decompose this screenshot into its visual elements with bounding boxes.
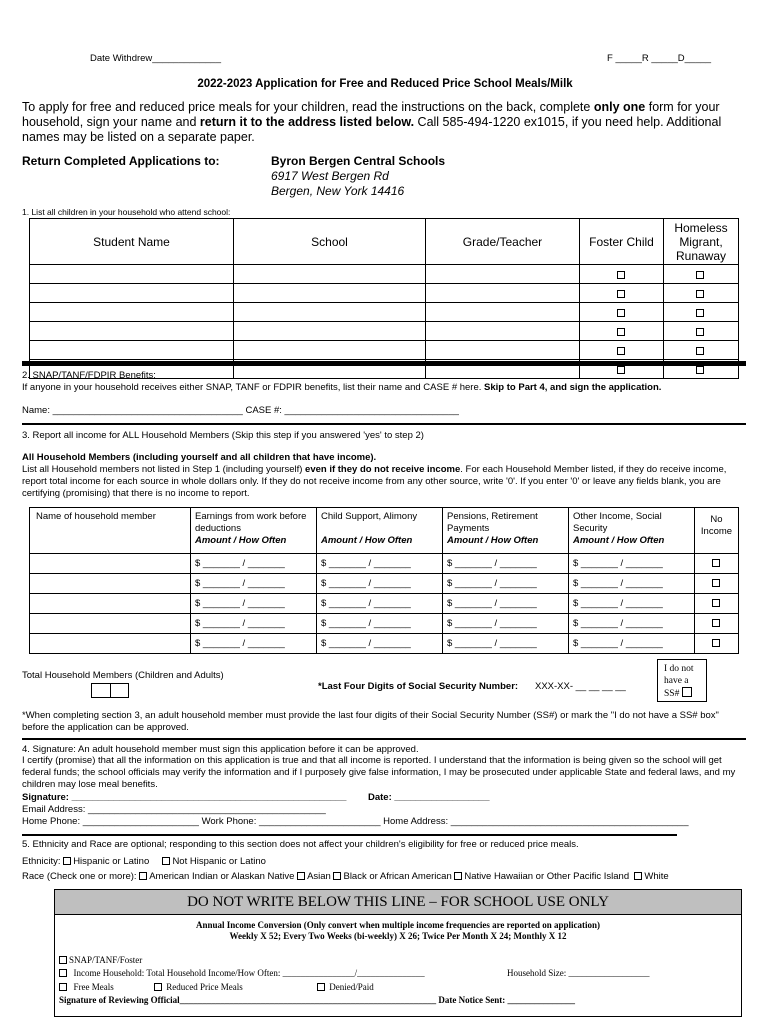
section-divider	[22, 423, 746, 425]
step3-subtitle: All Household Members (including yourself and all children that have income).	[22, 452, 377, 463]
email-field[interactable]: Email Address: _____________________________________________	[22, 804, 326, 815]
no-income-checkbox[interactable]	[712, 639, 720, 647]
homeless-checkbox[interactable]	[696, 347, 704, 355]
office-use-box	[54, 889, 742, 1017]
income-conversion-line1: Annual Income Conversion (Only convert when multiple income frequencies are reported on application)	[196, 920, 600, 930]
col-other-income: Other Income, Social Security Amount / How Often	[569, 508, 695, 554]
child-support-cell[interactable]: $ _______ / _______	[317, 554, 443, 574]
income-household-checkbox[interactable]	[59, 969, 67, 977]
income-conversion-line2: Weekly X 52; Every Two Weeks (bi-weekly) X 26; Twice Per Month X 24; Monthly X 12	[229, 931, 567, 941]
total-household-input[interactable]	[91, 683, 129, 698]
col-pensions: Pensions, Retirement Payments Amount / How Often	[443, 508, 569, 554]
office-banner: DO NOT WRITE BELOW THIS LINE – FOR SCHOOL USE ONLY	[55, 890, 741, 915]
col-homeless: Homeless Migrant, Runaway	[664, 219, 739, 265]
homeless-checkbox[interactable]	[696, 328, 704, 336]
table-row	[30, 284, 739, 303]
ssn-note: *When completing section 3, an adult household member must provide the last four digits of their Social Security Number (SS#) or mark the "I do not have a SS# box" before the application can be approved.	[22, 710, 719, 733]
student-name-cell[interactable]	[30, 284, 234, 303]
foster-checkbox[interactable]	[617, 290, 625, 298]
student-name-cell[interactable]	[30, 303, 234, 322]
grade-cell[interactable]	[426, 303, 580, 322]
homeless-checkbox[interactable]	[696, 309, 704, 317]
col-grade-teacher: Grade/Teacher	[426, 219, 580, 265]
child-support-cell[interactable]: $ _______ / _______	[317, 594, 443, 614]
not-hispanic-checkbox[interactable]	[162, 857, 170, 865]
student-name-cell[interactable]	[30, 322, 234, 341]
ssn-input[interactable]: XXX-XX- __ __ __ __	[535, 681, 626, 692]
no-income-checkbox[interactable]	[712, 619, 720, 627]
income-household-row: Income Household: Total Household Income/How Often: ________________/_______________	[59, 968, 425, 978]
table-row	[30, 322, 739, 341]
other-income-cell[interactable]: $ _______ / _______	[569, 634, 695, 654]
section-divider	[22, 361, 746, 366]
children-table	[29, 218, 739, 379]
table-row	[30, 574, 739, 594]
school-cell[interactable]	[234, 265, 426, 284]
foster-checkbox[interactable]	[617, 347, 625, 355]
total-household-label: Total Household Members (Children and Adults)	[22, 670, 224, 681]
free-meals-checkbox[interactable]	[59, 983, 67, 991]
member-name-cell[interactable]	[30, 634, 191, 654]
pensions-cell[interactable]: $ _______ / _______	[443, 554, 569, 574]
no-income-checkbox[interactable]	[712, 599, 720, 607]
table-row	[30, 265, 739, 284]
earnings-cell[interactable]: $ _______ / _______	[191, 574, 317, 594]
signature-field[interactable]: Signature: ____________________________________________________	[22, 792, 347, 803]
step2-title: 2. SNAP/TANF/FDPIR Benefits:	[22, 370, 156, 381]
table-row	[30, 554, 739, 574]
race-row: Race (Check one or more): American Indian or Alaskan Native Asian Black or African American Native Hawaiian or Other Pacific Island White	[22, 871, 669, 882]
student-name-cell[interactable]	[30, 265, 234, 284]
step4-certification: I certify (promise) that all the information on this application is true and that all income is reported. I understand that the information is being given so the school will get federal funds; the school officials may verify the information and if I purposely give false information, I may be prosecuted under applicable State and federal laws, and my children may lose meal benefits.	[22, 755, 736, 790]
member-name-cell[interactable]	[30, 554, 191, 574]
phone-address-field[interactable]: Home Phone: ______________________ Work Phone: _______________________ Home Address: _____________________________________________	[22, 816, 689, 827]
table-row	[30, 303, 739, 322]
form-title: 2022-2023 Application for Free and Reduced Price School Meals/Milk	[197, 78, 573, 90]
school-name: Byron Bergen Central Schools	[271, 154, 446, 168]
household-size-field[interactable]: Household Size: __________________	[507, 968, 650, 978]
homeless-checkbox[interactable]	[696, 366, 704, 374]
asian-checkbox[interactable]	[297, 872, 305, 880]
member-name-cell[interactable]	[30, 574, 191, 594]
grade-cell[interactable]	[426, 265, 580, 284]
col-school: School	[234, 219, 426, 265]
no-ssn-box: I do not have a SS#	[657, 659, 707, 702]
step5-title: 5. Ethnicity and Race are optional; responding to this section does not affect your children's eligibility for free or reduced price meals.	[22, 839, 579, 850]
col-earnings: Earnings from work before deductions Amount / How Often	[191, 508, 317, 554]
grade-cell[interactable]	[426, 341, 580, 360]
black-checkbox[interactable]	[333, 872, 341, 880]
step3-instructions: List all Household members not listed in Step 1 (including yourself) even if they do not receive income. For each Household Member listed, if they do receive income, report total income for each source in whole dollars only. If they do not receive income from any other source, write '0'. If you enter '0' or leave any fields blank, you are certifying (promising) that there is no income to report.	[22, 464, 727, 499]
pensions-cell[interactable]: $ _______ / _______	[443, 594, 569, 614]
no-income-checkbox[interactable]	[712, 559, 720, 567]
step1-label: 1. List all children in your household who attend school:	[22, 207, 231, 217]
other-income-cell[interactable]: $ _______ / _______	[569, 554, 695, 574]
pensions-cell[interactable]: $ _______ / _______	[443, 634, 569, 654]
grade-cell[interactable]	[426, 322, 580, 341]
earnings-cell[interactable]: $ _______ / _______	[191, 614, 317, 634]
other-income-cell[interactable]: $ _______ / _______	[569, 594, 695, 614]
return-label: Return Completed Applications to:	[22, 154, 220, 168]
earnings-cell[interactable]: $ _______ / _______	[191, 554, 317, 574]
step2-name-case-field[interactable]: Name: ____________________________________ CASE #: _________________________________	[22, 405, 459, 416]
school-cell[interactable]	[234, 284, 426, 303]
snap-row: SNAP/TANF/Foster	[59, 955, 142, 965]
ssn-label: *Last Four Digits of Social Security Number:	[318, 681, 519, 692]
member-name-cell[interactable]	[30, 614, 191, 634]
col-student-name: Student Name	[30, 219, 234, 265]
child-support-cell[interactable]: $ _______ / _______	[317, 634, 443, 654]
hawaiian-checkbox[interactable]	[454, 872, 462, 880]
foster-checkbox[interactable]	[617, 366, 625, 374]
table-row	[30, 614, 739, 634]
child-support-cell[interactable]: $ _______ / _______	[317, 614, 443, 634]
foster-checkbox[interactable]	[617, 328, 625, 336]
step4-title: 4. Signature: An adult household member must sign this application before it can be approved.	[22, 744, 419, 755]
american-indian-checkbox[interactable]	[139, 872, 147, 880]
section-divider	[22, 834, 677, 836]
student-name-cell[interactable]	[30, 341, 234, 360]
earnings-cell[interactable]: $ _______ / _______	[191, 594, 317, 614]
school-cell[interactable]	[234, 303, 426, 322]
pensions-cell[interactable]: $ _______ / _______	[443, 614, 569, 634]
hispanic-checkbox[interactable]	[63, 857, 71, 865]
date-withdrew-field[interactable]: Date Withdrew_____________	[90, 53, 221, 64]
earnings-cell[interactable]: $ _______ / _______	[191, 634, 317, 654]
col-household-member: Name of household member	[30, 508, 191, 554]
school-cell[interactable]	[234, 341, 426, 360]
date-field[interactable]: Date: __________________	[368, 792, 490, 803]
col-no-income: No Income	[695, 508, 739, 554]
child-support-cell[interactable]: $ _______ / _______	[317, 574, 443, 594]
grade-cell[interactable]	[426, 284, 580, 303]
foster-checkbox[interactable]	[617, 271, 625, 279]
white-checkbox[interactable]	[634, 872, 642, 880]
school-city: Bergen, New York 14416	[271, 184, 405, 198]
income-table	[29, 507, 739, 654]
step3-title: 3. Report all income for ALL Household Members (Skip this step if you answered 'yes' to step 2)	[22, 430, 424, 441]
col-foster-child: Foster Child	[580, 219, 664, 265]
table-row	[30, 341, 739, 360]
intro-paragraph: To apply for free and reduced price meals for your children, read the instructions on the back, complete only one form for your household, sign your name and return it to the address listed below. Call 585-494-1220 ex1015, if you need help. Additional names may be listed on a separate paper.	[22, 100, 722, 144]
table-row	[30, 594, 739, 614]
frd-field[interactable]: F _____R _____D_____	[607, 53, 712, 64]
no-income-checkbox[interactable]	[712, 579, 720, 587]
ethnicity-row: Ethnicity: Hispanic or Latino Not Hispanic or Latino	[22, 856, 266, 867]
other-income-cell[interactable]: $ _______ / _______	[569, 614, 695, 634]
member-name-cell[interactable]	[30, 594, 191, 614]
col-child-support: Child Support, Alimony Amount / How Often	[317, 508, 443, 554]
determination-row: Free Meals Reduced Price Meals Denied/Paid	[59, 982, 374, 992]
homeless-checkbox[interactable]	[696, 290, 704, 298]
foster-checkbox[interactable]	[617, 309, 625, 317]
school-street: 6917 West Bergen Rd	[271, 169, 389, 183]
reviewing-official-field[interactable]: Signature of Reviewing Official_________________________________________________________ Date Notice Sent: _______________	[59, 995, 576, 1005]
table-row	[30, 634, 739, 654]
no-ssn-checkbox[interactable]	[682, 687, 692, 697]
school-cell[interactable]	[234, 322, 426, 341]
other-income-cell[interactable]: $ _______ / _______	[569, 574, 695, 594]
snap-checkbox[interactable]	[59, 956, 67, 964]
section-divider	[22, 738, 746, 740]
reduced-checkbox[interactable]	[154, 983, 162, 991]
pensions-cell[interactable]: $ _______ / _______	[443, 574, 569, 594]
homeless-checkbox[interactable]	[696, 271, 704, 279]
step2-text: If anyone in your household receives either SNAP, TANF or FDPIR benefits, list their name and CASE # here. Skip to Part 4, and sign the application.	[22, 382, 662, 393]
denied-checkbox[interactable]	[317, 983, 325, 991]
